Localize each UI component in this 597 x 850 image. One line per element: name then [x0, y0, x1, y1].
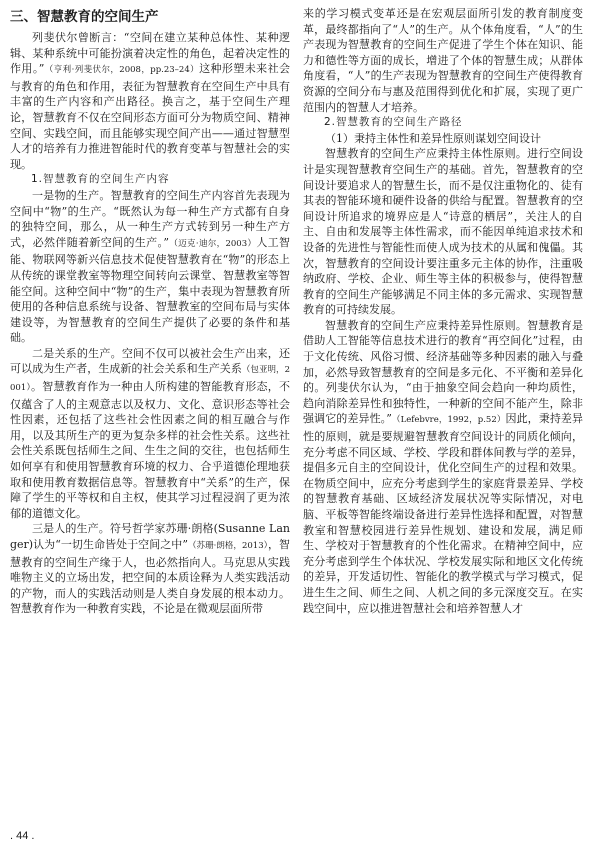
paragraph-difference-principle: [303, 318, 583, 616]
text: 一是物的生产。智慧教育的空间生产内容首先表现为空间中“物”的生产。“既然认为每一种生产方式都有自身的独特空间，那么，从一种生产方式转到另一种生产方式，必然伴随着新空间的生产。”: [10, 188, 290, 249]
text: 。智慧教育作为一种由人所构建的智能教育形态，不仅蕴含了人的主观意志以及权力、文化、意识形态等社会性因素，还包括了这些社会性因素之间的相互融合与作用，以及其所生产的更为复杂多样的社会性关系。这些社会性关系既包括师生之间、生生之间的交往，也包括师生如何享有和使用智慧教育环境的权力、合乎道德伦理地获取和使用教育数据信息等。智慧教育中“关系”的生产，保障了学生的平等权和自主权，使其学习过程浸润了更为浓郁的道德文化。: [10, 380, 291, 520]
text: 人工智能、物联网等新兴信息技术促使智慧教育在“物”的形态上从传统的课堂教室等物理空间转向云课堂、智慧教室等智能空间。这种空间中“物”的生产，集中表现为智慧教育所使用的各种信息系统与设备、智慧教室的空间布局与实体建设等，为智慧教育的空间生产提供了必要的条件和基础。: [10, 235, 291, 345]
text: 二是关系的生产。空间不仅可以被社会生产出来，还可以成为生产者，生成新的社会关系和生产关系: [10, 346, 290, 376]
paragraph-lefebvre-quote: [10, 30, 290, 172]
text: 三是人的生产。符号哲学家苏珊·朗格(Susanne Langer)认为“一切生命皆处于空间之中”: [10, 522, 290, 551]
subsection-title-path: 2.智慧教育的空间生产路径: [324, 116, 463, 129]
right-column: [303, 6, 583, 617]
subsection-title-content: 1.智慧教育的空间生产内容: [31, 173, 170, 186]
paragraph-production-of-relations: [10, 346, 290, 522]
subsubsection-title: （1）秉持主体性和差异性原则谋划空间设计: [325, 131, 541, 145]
two-column-body: [10, 6, 583, 617]
citation: （亨利·列斐伏尔，2008，pp.23–24）: [44, 65, 200, 76]
text: 智慧教育的空间生产应秉持差异性原则。智慧教育是借助人工智能等信息技术进行的教育“再空间化”过程，由于文化传统、风俗习惯、经济基础等多种因素的融入与叠加，必然导致智慧教育的空间是多元化、不平衡和差异化的。列斐伏尔认为，“由于抽象空间会趋向一种均质性，趋向消除差异性和独特性，一种新的空间不能产生，除非强调它的差异性。”: [303, 318, 583, 426]
page-number: . 44 .: [10, 830, 35, 842]
citation: （Lefebvre，1992，p.52）: [391, 415, 506, 426]
paragraph-production-of-things: [10, 188, 290, 346]
paragraph-subjectivity-principle: 智慧教育的空间生产应秉持主体性原则。进行空间设计是实现智慧教育空间生产的基础。首先，智慧教育的空间设计要追求人的智慧生长，而不是仅注重物化的、徒有其表的智能环境和硬件设备的供给与配置。智慧教育的空间设计所追求的境界应是人“诗意的栖居”，关注人的自主、自由和发展等主体性需求，而不能因单纯追求技术和设备的先进性与智能性而使人成为技术的从属和傀儡。其次，智慧教育的空间设计要注重多元主体的协作，注重吸纳政府、学校、企业、师生等主体的积极参与，使得智慧教育的空间生产能够满足不同主体的多元需求、实现智慧教育的可持续发展。: [303, 147, 583, 317]
text: 因此，秉持差异性的原则，就是要规避智慧教育空间设计的同质化倾向，充分考虑不同区域、学校、学段和群体间教与学的差异，提倡多元自主的空间设计，优化空间生产的过程和效果。在物质空间中，应充分考虑到学生的家庭背景差异、学校的智慧教育基础、区域经济发展状况等实际情况，对电脑、平板等智能终端设备进行差异性选择和配置，对智慧教室和智慧校园进行差异性规划、建设和发展，满足师生、学校对于智慧教育的个性化需求。在精神空间中，应充分考虑到学生个体状况、学校发展实际和地区文化传统的差异，开发适切性、智能化的教学模式与学习模式，促进生生之间、师生之间、人机之间的多元深度交互。在实践空间中，应以推进智慧社会和培养智慧人才: [303, 412, 584, 615]
text: 列斐伏尔曾断言：“空间在建立某种总体性、某种逻辑、某种系统中可能扮演着决定性的角色，起着决定性的作用。”: [10, 31, 290, 76]
section-title: 三、智慧教育的空间生产: [10, 9, 159, 25]
paragraph-continued: 来的学习模式变革还是在宏观层面所引发的教育制度变革，最终都指向了“人”的生产。从个体角度看，“人”的生产表现为智慧教育的空间生产促进了学生个体在知识、能力和德性等方面的成长，增进了个体的智慧生成；从群体角度看，“人”的生产表现为智慧教育的空间生产使得教育资源的空间分布与惠及范围得到优化和扩展，实现了更广范围内的智慧人才培养。: [303, 7, 583, 114]
paragraph-production-of-people: [10, 521, 290, 617]
text: ，智慧教育的空间生产缘于人，也必然指向人。马克思从实践唯物主义的立场出发，把空间的本质诠释为人类实践活动的产物，而人的实践活动则是人类自身发展的根本动力。智慧教育作为一种教育实践，不论是在微观层面所带: [10, 538, 290, 616]
citation: （迈克·迪尔，2003）: [169, 238, 257, 249]
citation: （包亚明，2001）: [10, 365, 290, 394]
left-column: [10, 6, 290, 617]
text: 这种形塑未来社会与教育的角色和作用，表征为智慧教育在空间生产中具有丰富的生产内容和产出路径。换言之，基于空间生产理论，智慧教育不仅在空间形态方面可分为物质空间、精神空间、实践空间，而且能够实现空间产出——通过智慧型人才的培养有力推进智能时代的教育变革与智慧社会的实现。: [10, 62, 290, 171]
citation: （苏珊·朗格，2013）: [187, 541, 268, 551]
